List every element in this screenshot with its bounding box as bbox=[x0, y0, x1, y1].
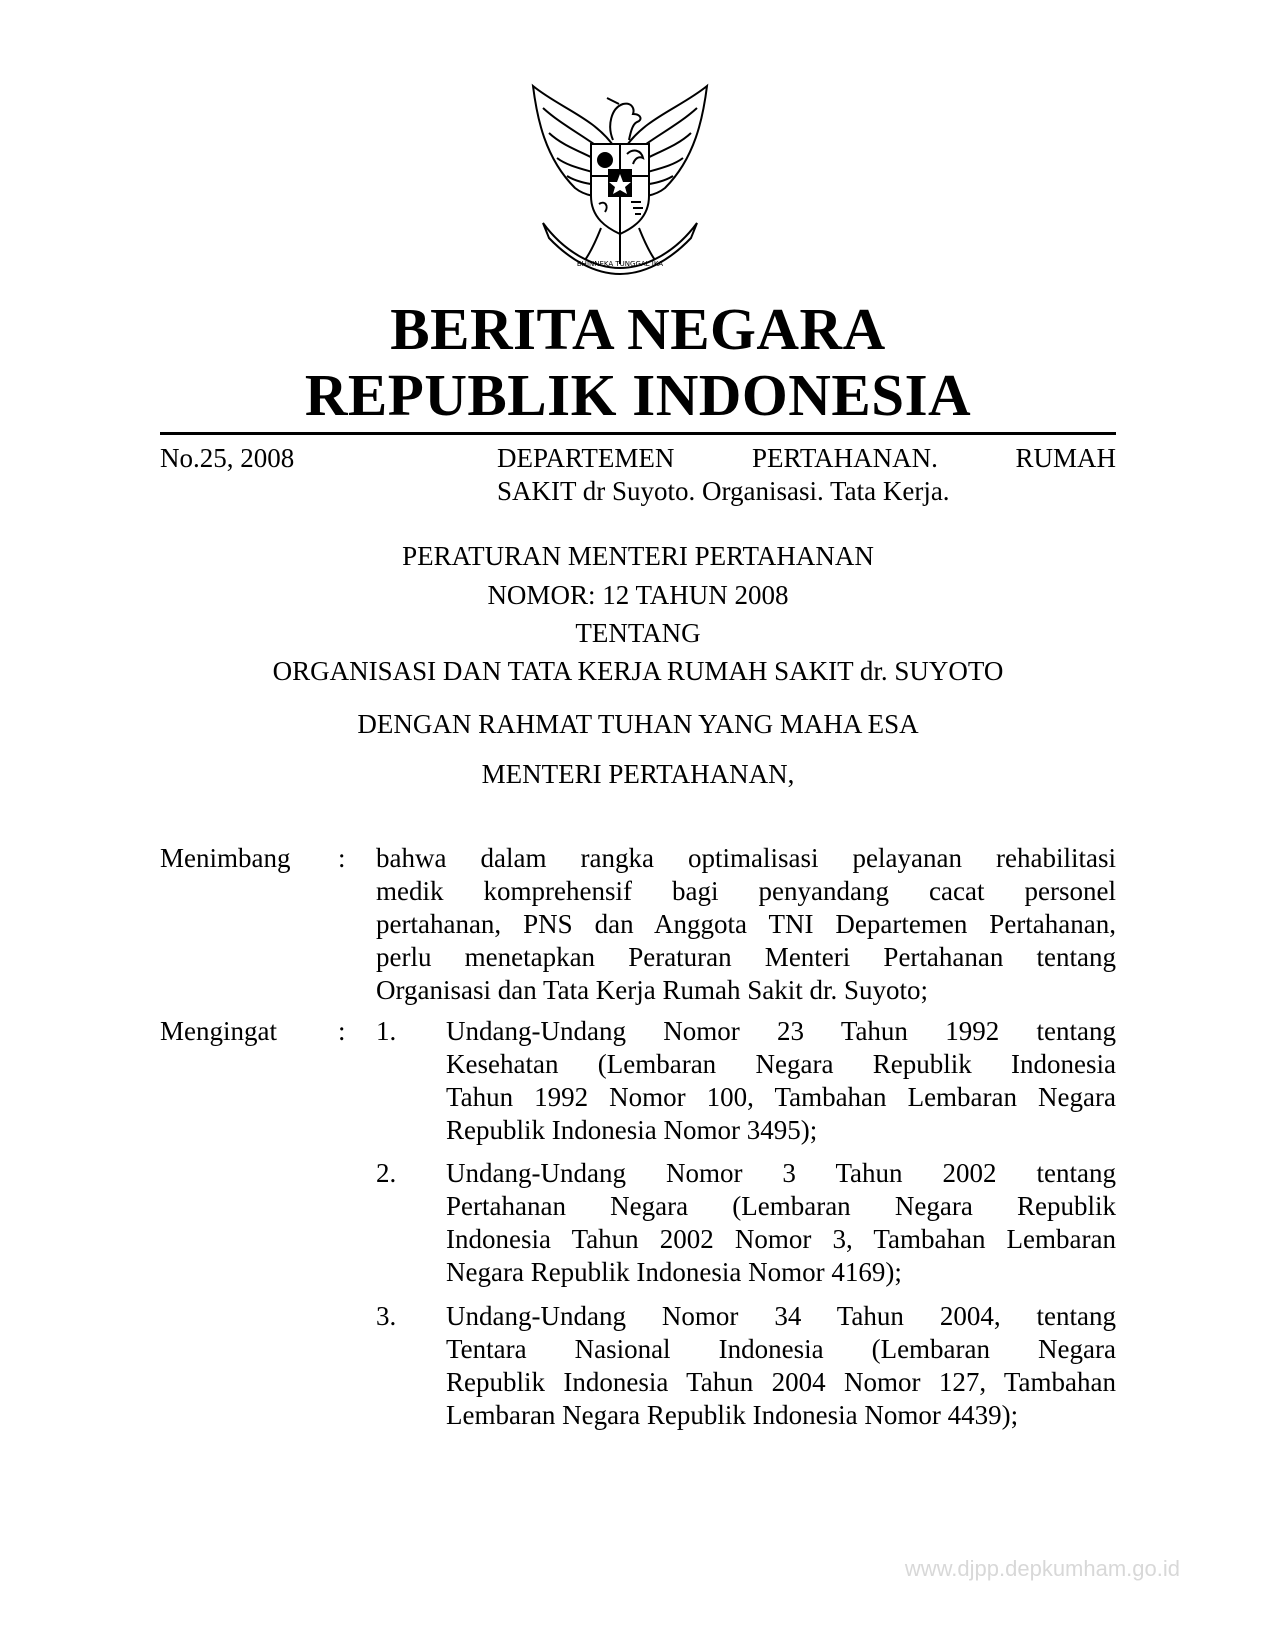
mengingat-item bbox=[446, 1015, 1116, 1147]
regulation-preamble-line: DENGAN RAHMAT TUHAN YANG MAHA ESA bbox=[357, 709, 919, 739]
regulation-preamble-line: MENTERI PERTAHANAN, bbox=[481, 759, 795, 789]
menimbang-line: pertahanan, PNS dan Anggota TNI Departemen Pertahanan, bbox=[376, 909, 1116, 939]
watermark-url: www.djpp.depkumham.go.id bbox=[904, 1556, 1180, 1581]
gazette-number: No.25, 2008 bbox=[160, 443, 295, 473]
mengingat-item bbox=[446, 1157, 1116, 1289]
mengingat-colon: : bbox=[338, 1016, 346, 1046]
emblem-motto: BHINNEKA TUNGGAL IKA bbox=[576, 260, 664, 268]
garuda-emblem-icon bbox=[515, 78, 725, 278]
gazette-subject-line: DEPARTEMEN PERTAHANAN. RUMAH bbox=[497, 443, 1116, 473]
mengingat-item-line: Kesehatan (Lembaran Negara Republik Indonesia bbox=[446, 1049, 1116, 1079]
menimbang-line: perlu menetapkan Peraturan Menteri Pertahanan tentang bbox=[376, 942, 1116, 972]
mengingat-item-line: Undang-Undang Nomor 34 Tahun 2004, tentang bbox=[446, 1301, 1116, 1331]
regulation-title-line: ORGANISASI DAN TATA KERJA RUMAH SAKIT dr. SUYOTO bbox=[272, 656, 1004, 686]
regulation-title-line: TENTANG bbox=[575, 618, 701, 648]
mengingat-label: Mengingat bbox=[160, 1016, 277, 1046]
regulation-title-line: PERATURAN MENTERI PERTAHANAN bbox=[402, 541, 874, 571]
masthead-title: BERITA NEGARA bbox=[390, 296, 886, 362]
mengingat-item-line: Lembaran Negara Republik Indonesia Nomor 4439); bbox=[446, 1400, 1019, 1430]
mengingat-item-line: Indonesia Tahun 2002 Nomor 3, Tambahan Lembaran bbox=[446, 1224, 1116, 1254]
menimbang-line: medik komprehensif bagi penyandang cacat personel bbox=[376, 876, 1116, 906]
mengingat-item-line: Tentara Nasional Indonesia (Lembaran Negara bbox=[446, 1334, 1116, 1364]
mengingat-item-line: Negara Republik Indonesia Nomor 4169); bbox=[446, 1257, 902, 1287]
menimbang-line: Organisasi dan Tata Kerja Rumah Sakit dr. Suyoto; bbox=[376, 975, 929, 1005]
masthead-subtitle: REPUBLIK INDONESIA bbox=[304, 362, 972, 428]
mengingat-item-line: Pertahanan Negara (Lembaran Negara Republik bbox=[446, 1191, 1116, 1221]
menimbang-text bbox=[376, 842, 1116, 1007]
mengingat-item-number: 2. bbox=[376, 1158, 397, 1188]
mengingat-item-line: Republik Indonesia Tahun 2004 Nomor 127, Tambahan bbox=[446, 1367, 1116, 1397]
gazette-subject-line: SAKIT dr Suyoto. Organisasi. Tata Kerja. bbox=[497, 476, 950, 506]
mengingat-item-line: Undang-Undang Nomor 23 Tahun 1992 tentang bbox=[446, 1016, 1116, 1046]
regulation-title-line: NOMOR: 12 TAHUN 2008 bbox=[487, 580, 789, 610]
mengingat-item-number: 3. bbox=[376, 1301, 397, 1331]
mengingat-item-number: 1. bbox=[376, 1016, 397, 1046]
masthead-divider bbox=[160, 432, 1116, 435]
menimbang-label: Menimbang bbox=[160, 843, 291, 873]
mengingat-item-line: Undang-Undang Nomor 3 Tahun 2002 tentang bbox=[446, 1158, 1116, 1188]
mengingat-item-line: Republik Indonesia Nomor 3495); bbox=[446, 1115, 818, 1145]
menimbang-line: bahwa dalam rangka optimalisasi pelayanan rehabilitasi bbox=[376, 843, 1116, 873]
mengingat-item-line: Tahun 1992 Nomor 100, Tambahan Lembaran Negara bbox=[446, 1082, 1116, 1112]
menimbang-colon: : bbox=[338, 843, 346, 873]
gazette-subject bbox=[497, 442, 1116, 508]
mengingat-item bbox=[446, 1300, 1116, 1432]
